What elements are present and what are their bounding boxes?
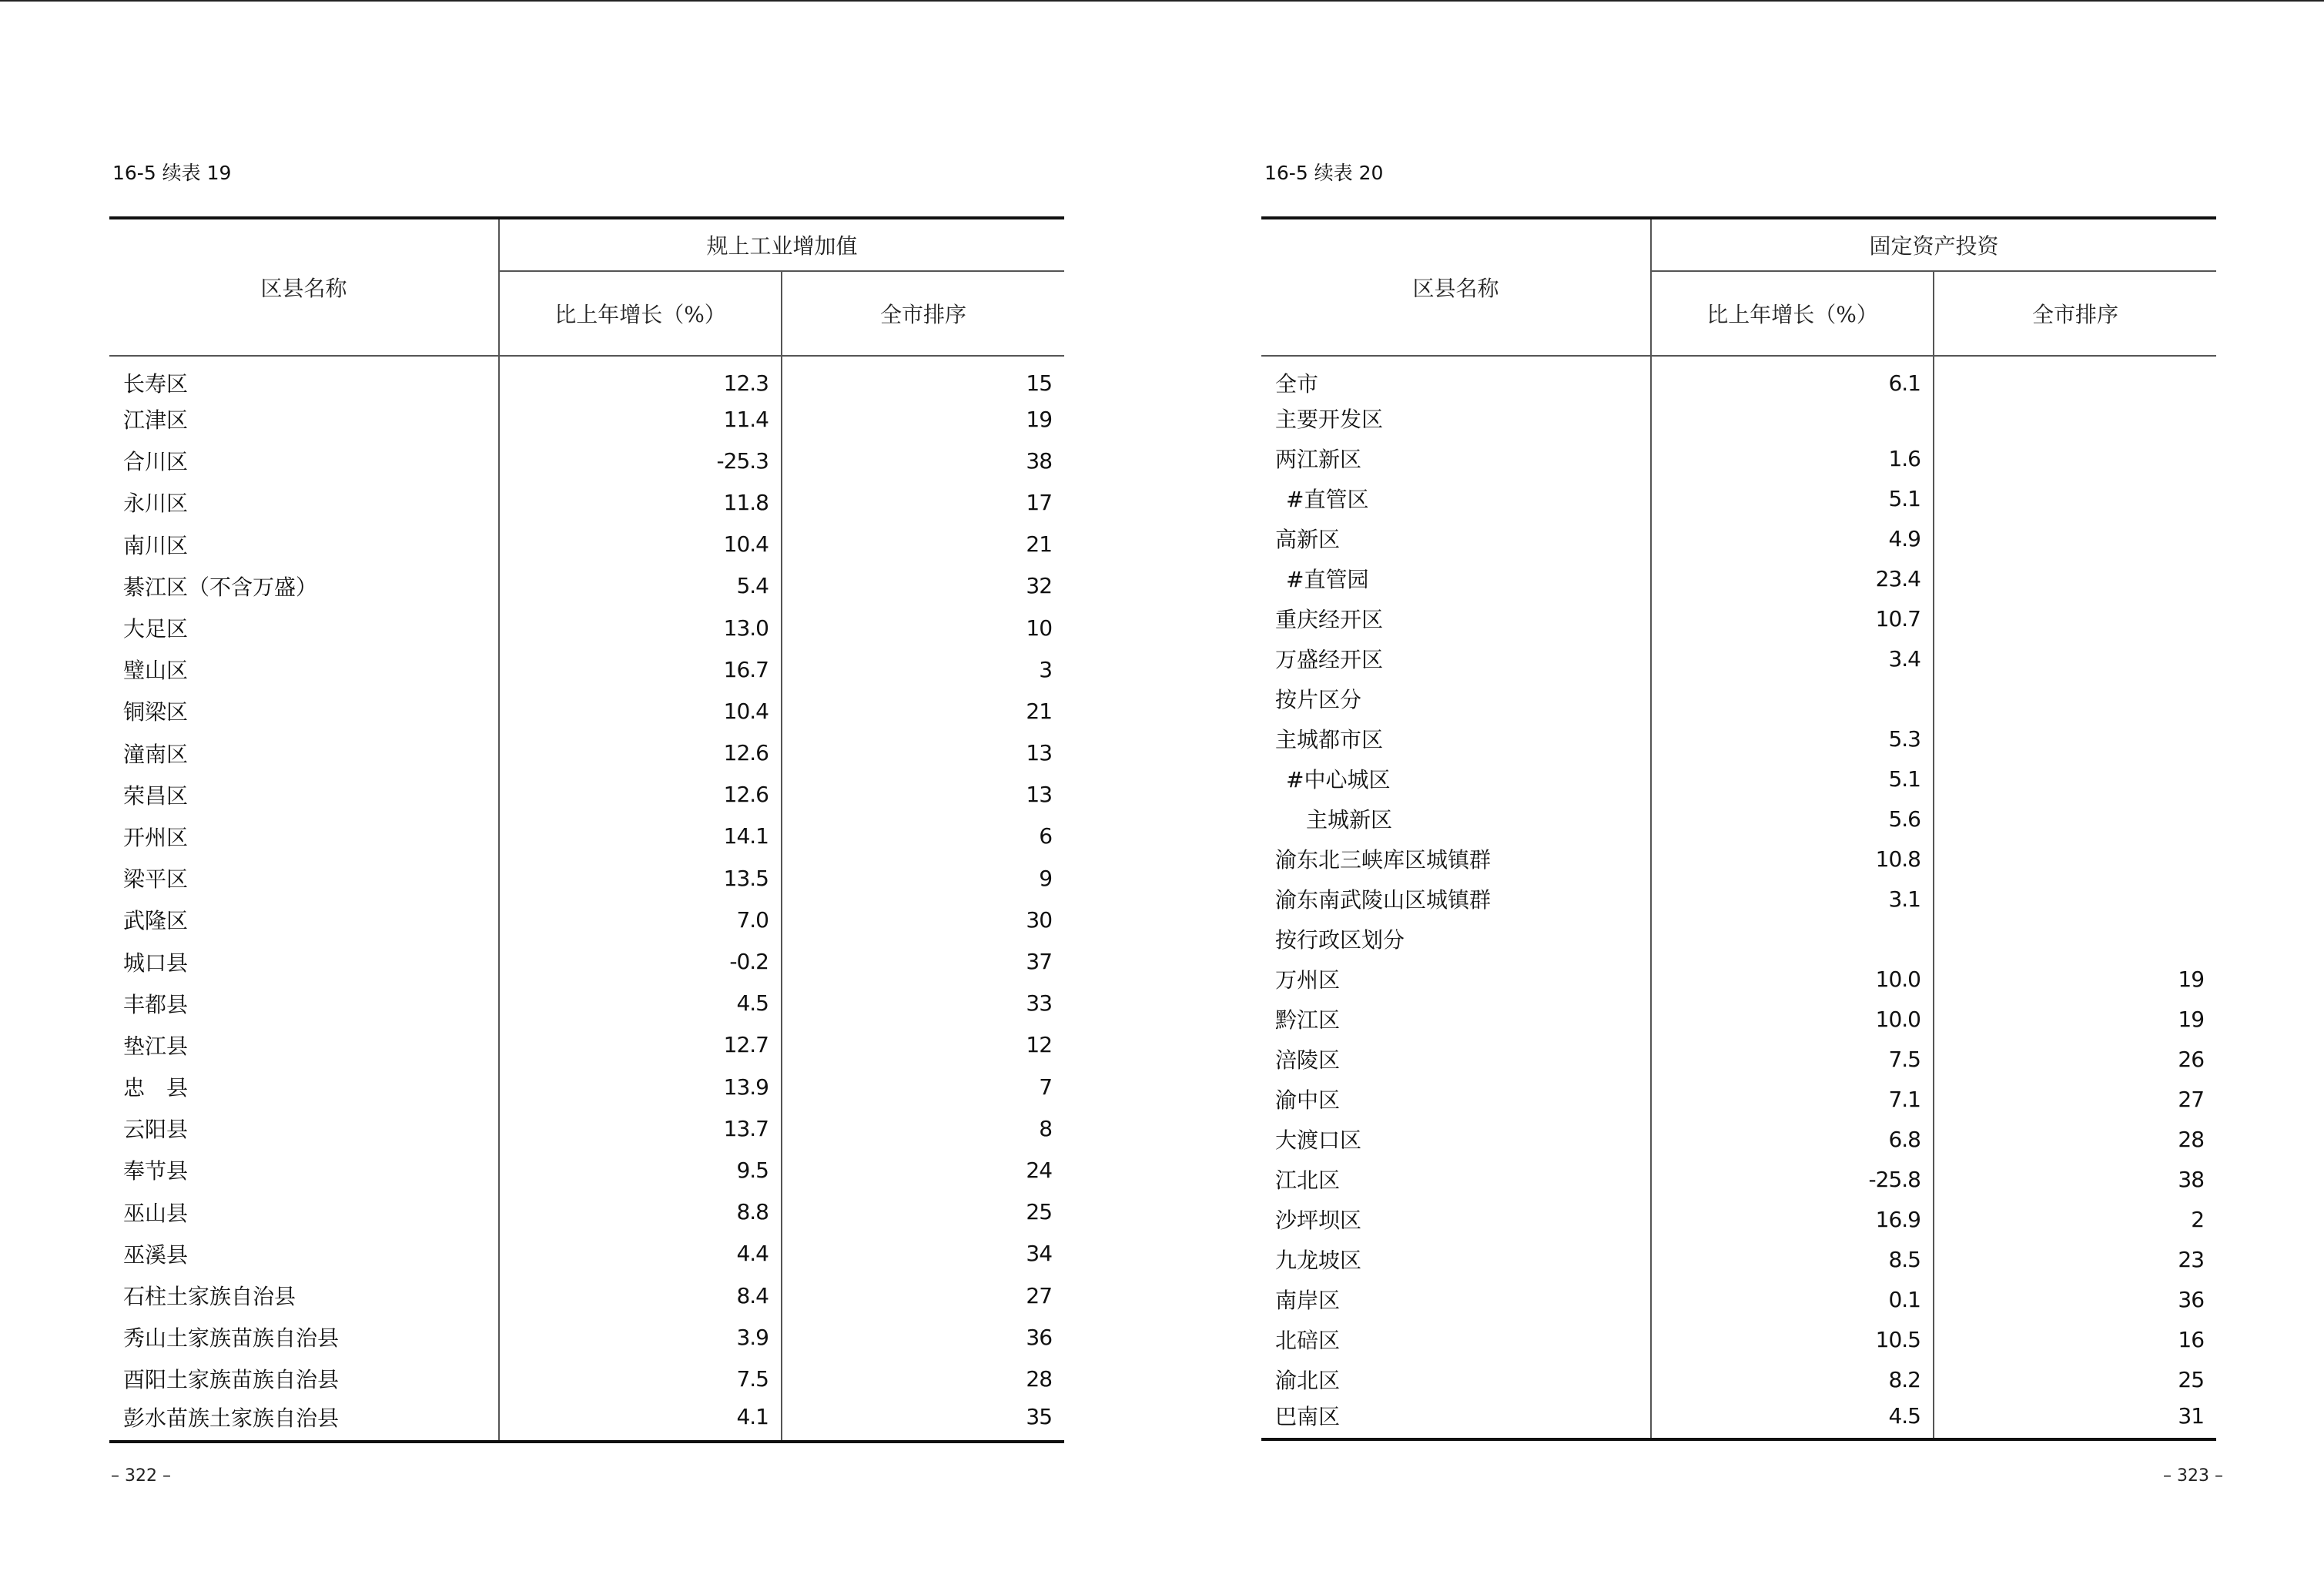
district-name-cell: 沙坪坝区	[1275, 1208, 1362, 1233]
district-name-cell: 梁平区	[123, 866, 189, 893]
rank-cell	[1934, 518, 2216, 558]
growth-cell: 3.4	[1651, 638, 1934, 678]
rank-cell: 31	[1934, 1399, 2216, 1439]
district-name-cell: 九龙坡区	[1275, 1248, 1362, 1273]
district-name-cell: 酉阳土家族苗族自治县	[123, 1367, 340, 1393]
growth-cell: 10.4	[499, 524, 782, 565]
growth-cell: 0.1	[1651, 1279, 1934, 1319]
rank-cell: 32	[782, 565, 1064, 607]
rank-cell: 28	[782, 1358, 1064, 1399]
rank-cell	[1934, 558, 2216, 598]
district-name-cell: 黔江区	[1275, 1007, 1341, 1033]
rank-cell: 19	[782, 398, 1064, 440]
rank-cell: 38	[782, 440, 1064, 481]
data-table	[109, 216, 1064, 1443]
growth-cell: 5.3	[1651, 719, 1934, 759]
data-table	[1261, 216, 2216, 1441]
district-name-cell: 奉节县	[123, 1158, 189, 1184]
table-row	[1261, 879, 2216, 919]
district-name-cell: 长寿区	[123, 371, 189, 397]
growth-cell: 11.4	[499, 398, 782, 440]
rank-cell: 36	[782, 1316, 1064, 1358]
district-name-cell: 高新区	[1275, 527, 1341, 552]
rank-cell: 23	[1934, 1239, 2216, 1279]
growth-cell: 7.0	[499, 899, 782, 940]
rank-cell: 16	[1934, 1319, 2216, 1359]
table-row	[1261, 1279, 2216, 1319]
table-row	[1261, 398, 2216, 438]
rank-cell: 3	[782, 648, 1064, 690]
growth-cell: 7.5	[1651, 1039, 1934, 1079]
growth-cell: 7.5	[499, 1358, 782, 1399]
district-name-cell: 江北区	[1275, 1168, 1341, 1193]
rank-cell	[1934, 719, 2216, 759]
growth-cell: 12.7	[499, 1024, 782, 1066]
table-row	[109, 1233, 1064, 1275]
district-name-cell: 江津区	[123, 407, 189, 434]
rank-cell: 21	[782, 690, 1064, 732]
rank-cell: 24	[782, 1149, 1064, 1191]
growth-cell: 10.4	[499, 690, 782, 732]
rank-cell	[1934, 478, 2216, 518]
growth-cell: -25.3	[499, 440, 782, 481]
table-row	[1261, 1319, 2216, 1359]
table-caption: 16-5 续表 19	[112, 162, 232, 184]
rank-cell: 25	[782, 1191, 1064, 1233]
table-row	[109, 481, 1064, 523]
rank-cell	[1934, 839, 2216, 879]
district-name-cell: 合川区	[123, 449, 189, 475]
header-fixed-asset-investment: 固定资产投资	[1651, 218, 2216, 271]
header-rank: 全市排序	[782, 271, 1064, 356]
growth-cell: 14.1	[499, 816, 782, 857]
growth-cell: 5.4	[499, 565, 782, 607]
district-name-cell: 渝中区	[1275, 1087, 1341, 1113]
growth-cell: 8.2	[1651, 1359, 1934, 1399]
rank-cell	[1934, 356, 2216, 398]
district-name-cell: 巫溪县	[123, 1241, 189, 1268]
district-name-cell: 全市	[1275, 371, 1319, 397]
district-name-cell: 万州区	[1275, 967, 1341, 993]
growth-cell: 6.8	[1651, 1119, 1934, 1159]
growth-cell: 10.0	[1651, 999, 1934, 1039]
district-name-cell: #直管区	[1286, 487, 1369, 512]
district-name-cell: 南川区	[123, 532, 189, 558]
growth-cell: 23.4	[1651, 558, 1934, 598]
header-growth: 比上年增长（%）	[1651, 271, 1934, 356]
district-name-cell: 开州区	[123, 824, 189, 850]
table-row	[1261, 999, 2216, 1039]
table-row	[109, 1024, 1064, 1066]
table-row	[109, 648, 1064, 690]
rank-cell: 30	[782, 899, 1064, 940]
table-row	[1261, 1079, 2216, 1119]
table-row	[1261, 839, 2216, 879]
district-name-cell: 綦江区（不含万盛）	[123, 574, 318, 600]
table-row	[109, 983, 1064, 1024]
district-name-cell: 主要开发区	[1275, 407, 1384, 432]
right-page	[1162, 0, 2324, 1588]
table-caption: 16-5 续表 20	[1264, 162, 1384, 184]
district-name-cell: 丰都县	[123, 991, 189, 1017]
table-row	[109, 565, 1064, 607]
district-name-cell: 云阳县	[123, 1117, 189, 1143]
growth-cell: 6.1	[1651, 356, 1934, 398]
district-name-cell: 大渡口区	[1275, 1127, 1362, 1153]
table-row	[1261, 1159, 2216, 1199]
growth-cell: 13.0	[499, 607, 782, 648]
table-row	[1261, 959, 2216, 999]
growth-cell: 10.0	[1651, 959, 1934, 999]
rank-cell: 2	[1934, 1199, 2216, 1239]
table-row	[109, 857, 1064, 899]
table-row	[109, 356, 1064, 398]
growth-cell	[1651, 678, 1934, 719]
table-row	[109, 690, 1064, 732]
district-name-cell: 荣昌区	[123, 782, 189, 809]
rank-cell: 15	[782, 356, 1064, 398]
table-body	[1261, 356, 2216, 1439]
growth-cell: 13.5	[499, 857, 782, 899]
table-row	[1261, 1239, 2216, 1279]
table-row	[1261, 919, 2216, 959]
district-name-cell: 石柱土家族自治县	[123, 1284, 296, 1310]
growth-cell: 10.5	[1651, 1319, 1934, 1359]
table-row	[1261, 478, 2216, 518]
header-industrial-value-added: 规上工业增加值	[499, 218, 1064, 271]
rank-cell: 28	[1934, 1119, 2216, 1159]
table-row	[1261, 558, 2216, 598]
table-row	[1261, 438, 2216, 478]
table-row	[109, 1149, 1064, 1191]
rank-cell: 7	[782, 1066, 1064, 1107]
growth-cell: 13.9	[499, 1066, 782, 1107]
district-name-cell: 永川区	[123, 491, 189, 517]
rank-cell	[1934, 879, 2216, 919]
table-row	[109, 440, 1064, 481]
table-row	[1261, 759, 2216, 799]
rank-cell: 13	[782, 732, 1064, 774]
table-row	[109, 607, 1064, 648]
district-name-cell: 渝北区	[1275, 1368, 1341, 1393]
table-row	[1261, 1399, 2216, 1439]
table-row	[109, 732, 1064, 774]
rank-cell: 17	[782, 481, 1064, 523]
growth-cell: 4.1	[499, 1400, 782, 1442]
growth-cell: 12.6	[499, 732, 782, 774]
rank-cell: 6	[782, 816, 1064, 857]
growth-cell	[1651, 398, 1934, 438]
growth-cell: 8.8	[499, 1191, 782, 1233]
growth-cell: 7.1	[1651, 1079, 1934, 1119]
header-growth: 比上年增长（%）	[499, 271, 782, 356]
district-name-cell: 渝东南武陵山区城镇群	[1275, 887, 1492, 913]
growth-cell: 4.9	[1651, 518, 1934, 558]
district-name-cell: 垫江县	[123, 1033, 189, 1059]
district-name-cell: 重庆经开区	[1275, 607, 1384, 632]
growth-cell: 5.1	[1651, 478, 1934, 518]
table-row	[1261, 1119, 2216, 1159]
table-row	[109, 1275, 1064, 1316]
table-row	[1261, 356, 2216, 398]
growth-cell: 5.6	[1651, 799, 1934, 839]
rank-cell	[1934, 759, 2216, 799]
district-name-cell: 万盛经开区	[1275, 647, 1384, 672]
rank-cell: 27	[1934, 1079, 2216, 1119]
district-name-cell: 主城都市区	[1275, 727, 1384, 752]
table-row	[109, 940, 1064, 982]
table-row	[109, 524, 1064, 565]
district-name-cell: 潼南区	[123, 741, 189, 767]
district-name-cell: 主城新区	[1306, 807, 1393, 833]
table-row	[109, 816, 1064, 857]
rank-cell: 19	[1934, 999, 2216, 1039]
growth-cell: -25.8	[1651, 1159, 1934, 1199]
growth-cell: 13.7	[499, 1107, 782, 1149]
rank-cell	[1934, 919, 2216, 959]
rank-cell: 8	[782, 1107, 1064, 1149]
district-name-cell: 按行政区划分	[1275, 927, 1405, 953]
table-row	[1261, 719, 2216, 759]
growth-cell: 1.6	[1651, 438, 1934, 478]
growth-cell: 10.7	[1651, 598, 1934, 638]
district-name-cell: 北碚区	[1275, 1328, 1341, 1353]
header-rank: 全市排序	[1934, 271, 2216, 356]
table-row	[109, 1316, 1064, 1358]
rank-cell	[1934, 438, 2216, 478]
growth-cell: 3.1	[1651, 879, 1934, 919]
table-row	[1261, 1199, 2216, 1239]
rank-cell: 26	[1934, 1039, 2216, 1079]
district-name-cell: 巫山县	[123, 1200, 189, 1226]
growth-cell: 12.3	[499, 356, 782, 398]
table-row	[109, 1066, 1064, 1107]
rank-cell: 35	[782, 1400, 1064, 1442]
table-row	[109, 1191, 1064, 1233]
district-name-cell: #直管园	[1286, 567, 1369, 592]
growth-cell: 12.6	[499, 774, 782, 816]
table-row	[1261, 799, 2216, 839]
rank-cell: 13	[782, 774, 1064, 816]
district-name-cell: 渝东北三峡库区城镇群	[1275, 847, 1492, 873]
district-name-cell: 涪陵区	[1275, 1047, 1341, 1073]
growth-cell: 10.8	[1651, 839, 1934, 879]
district-name-cell: 璧山区	[123, 658, 189, 684]
table-row	[109, 1358, 1064, 1399]
growth-cell: 16.9	[1651, 1199, 1934, 1239]
page-number: – 323 –	[2163, 1466, 2223, 1486]
district-name-cell: 按片区分	[1275, 687, 1362, 712]
table-row	[1261, 518, 2216, 558]
rank-cell: 33	[782, 983, 1064, 1024]
rank-cell: 25	[1934, 1359, 2216, 1399]
rank-cell: 10	[782, 607, 1064, 648]
rank-cell: 21	[782, 524, 1064, 565]
district-name-cell: 彭水苗族土家族自治县	[109, 1400, 499, 1442]
rank-cell: 34	[782, 1233, 1064, 1275]
district-name-cell: 两江新区	[1275, 447, 1362, 472]
rank-cell	[1934, 638, 2216, 678]
header-district-name: 区县名称	[1261, 218, 1651, 356]
rank-cell: 19	[1934, 959, 2216, 999]
table-row	[1261, 598, 2216, 638]
growth-cell: -0.2	[499, 940, 782, 982]
table-row	[1261, 1039, 2216, 1079]
growth-cell: 8.5	[1651, 1239, 1934, 1279]
rank-cell: 38	[1934, 1159, 2216, 1199]
table-row	[109, 398, 1064, 440]
growth-cell: 3.9	[499, 1316, 782, 1358]
page-number: – 322 –	[111, 1466, 171, 1486]
rank-cell	[1934, 799, 2216, 839]
district-name-cell: 大足区	[123, 616, 189, 642]
table-row	[109, 1107, 1064, 1149]
growth-cell	[1651, 919, 1934, 959]
district-name-cell: 忠 县	[123, 1075, 189, 1101]
table-row	[109, 774, 1064, 816]
district-name-cell: #中心城区	[1286, 767, 1391, 792]
rank-cell	[1934, 598, 2216, 638]
growth-cell: 4.4	[499, 1233, 782, 1275]
growth-cell: 16.7	[499, 648, 782, 690]
table-row	[1261, 678, 2216, 719]
growth-cell: 4.5	[499, 983, 782, 1024]
rank-cell: 36	[1934, 1279, 2216, 1319]
growth-cell: 5.1	[1651, 759, 1934, 799]
district-name-cell: 南岸区	[1275, 1288, 1341, 1313]
district-name-cell: 城口县	[123, 950, 189, 976]
growth-cell: 8.4	[499, 1275, 782, 1316]
growth-cell: 4.5	[1651, 1399, 1934, 1439]
growth-cell: 9.5	[499, 1149, 782, 1191]
rank-cell: 27	[782, 1275, 1064, 1316]
rank-cell	[1934, 398, 2216, 438]
table-body	[109, 356, 1064, 1442]
rank-cell: 9	[782, 857, 1064, 899]
district-name-cell: 铜梁区	[123, 699, 189, 725]
growth-cell: 11.8	[499, 481, 782, 523]
table-row	[109, 1400, 1064, 1442]
table-row	[109, 899, 1064, 940]
district-name-cell: 巴南区	[1261, 1399, 1651, 1439]
table-row	[1261, 638, 2216, 678]
rank-cell	[1934, 678, 2216, 719]
table-row	[1261, 1359, 2216, 1399]
district-name-cell: 秀山土家族苗族自治县	[123, 1325, 340, 1352]
district-name-cell: 武隆区	[123, 908, 189, 934]
header-district-name: 区县名称	[109, 218, 499, 356]
rank-cell: 37	[782, 940, 1064, 982]
rank-cell: 12	[782, 1024, 1064, 1066]
